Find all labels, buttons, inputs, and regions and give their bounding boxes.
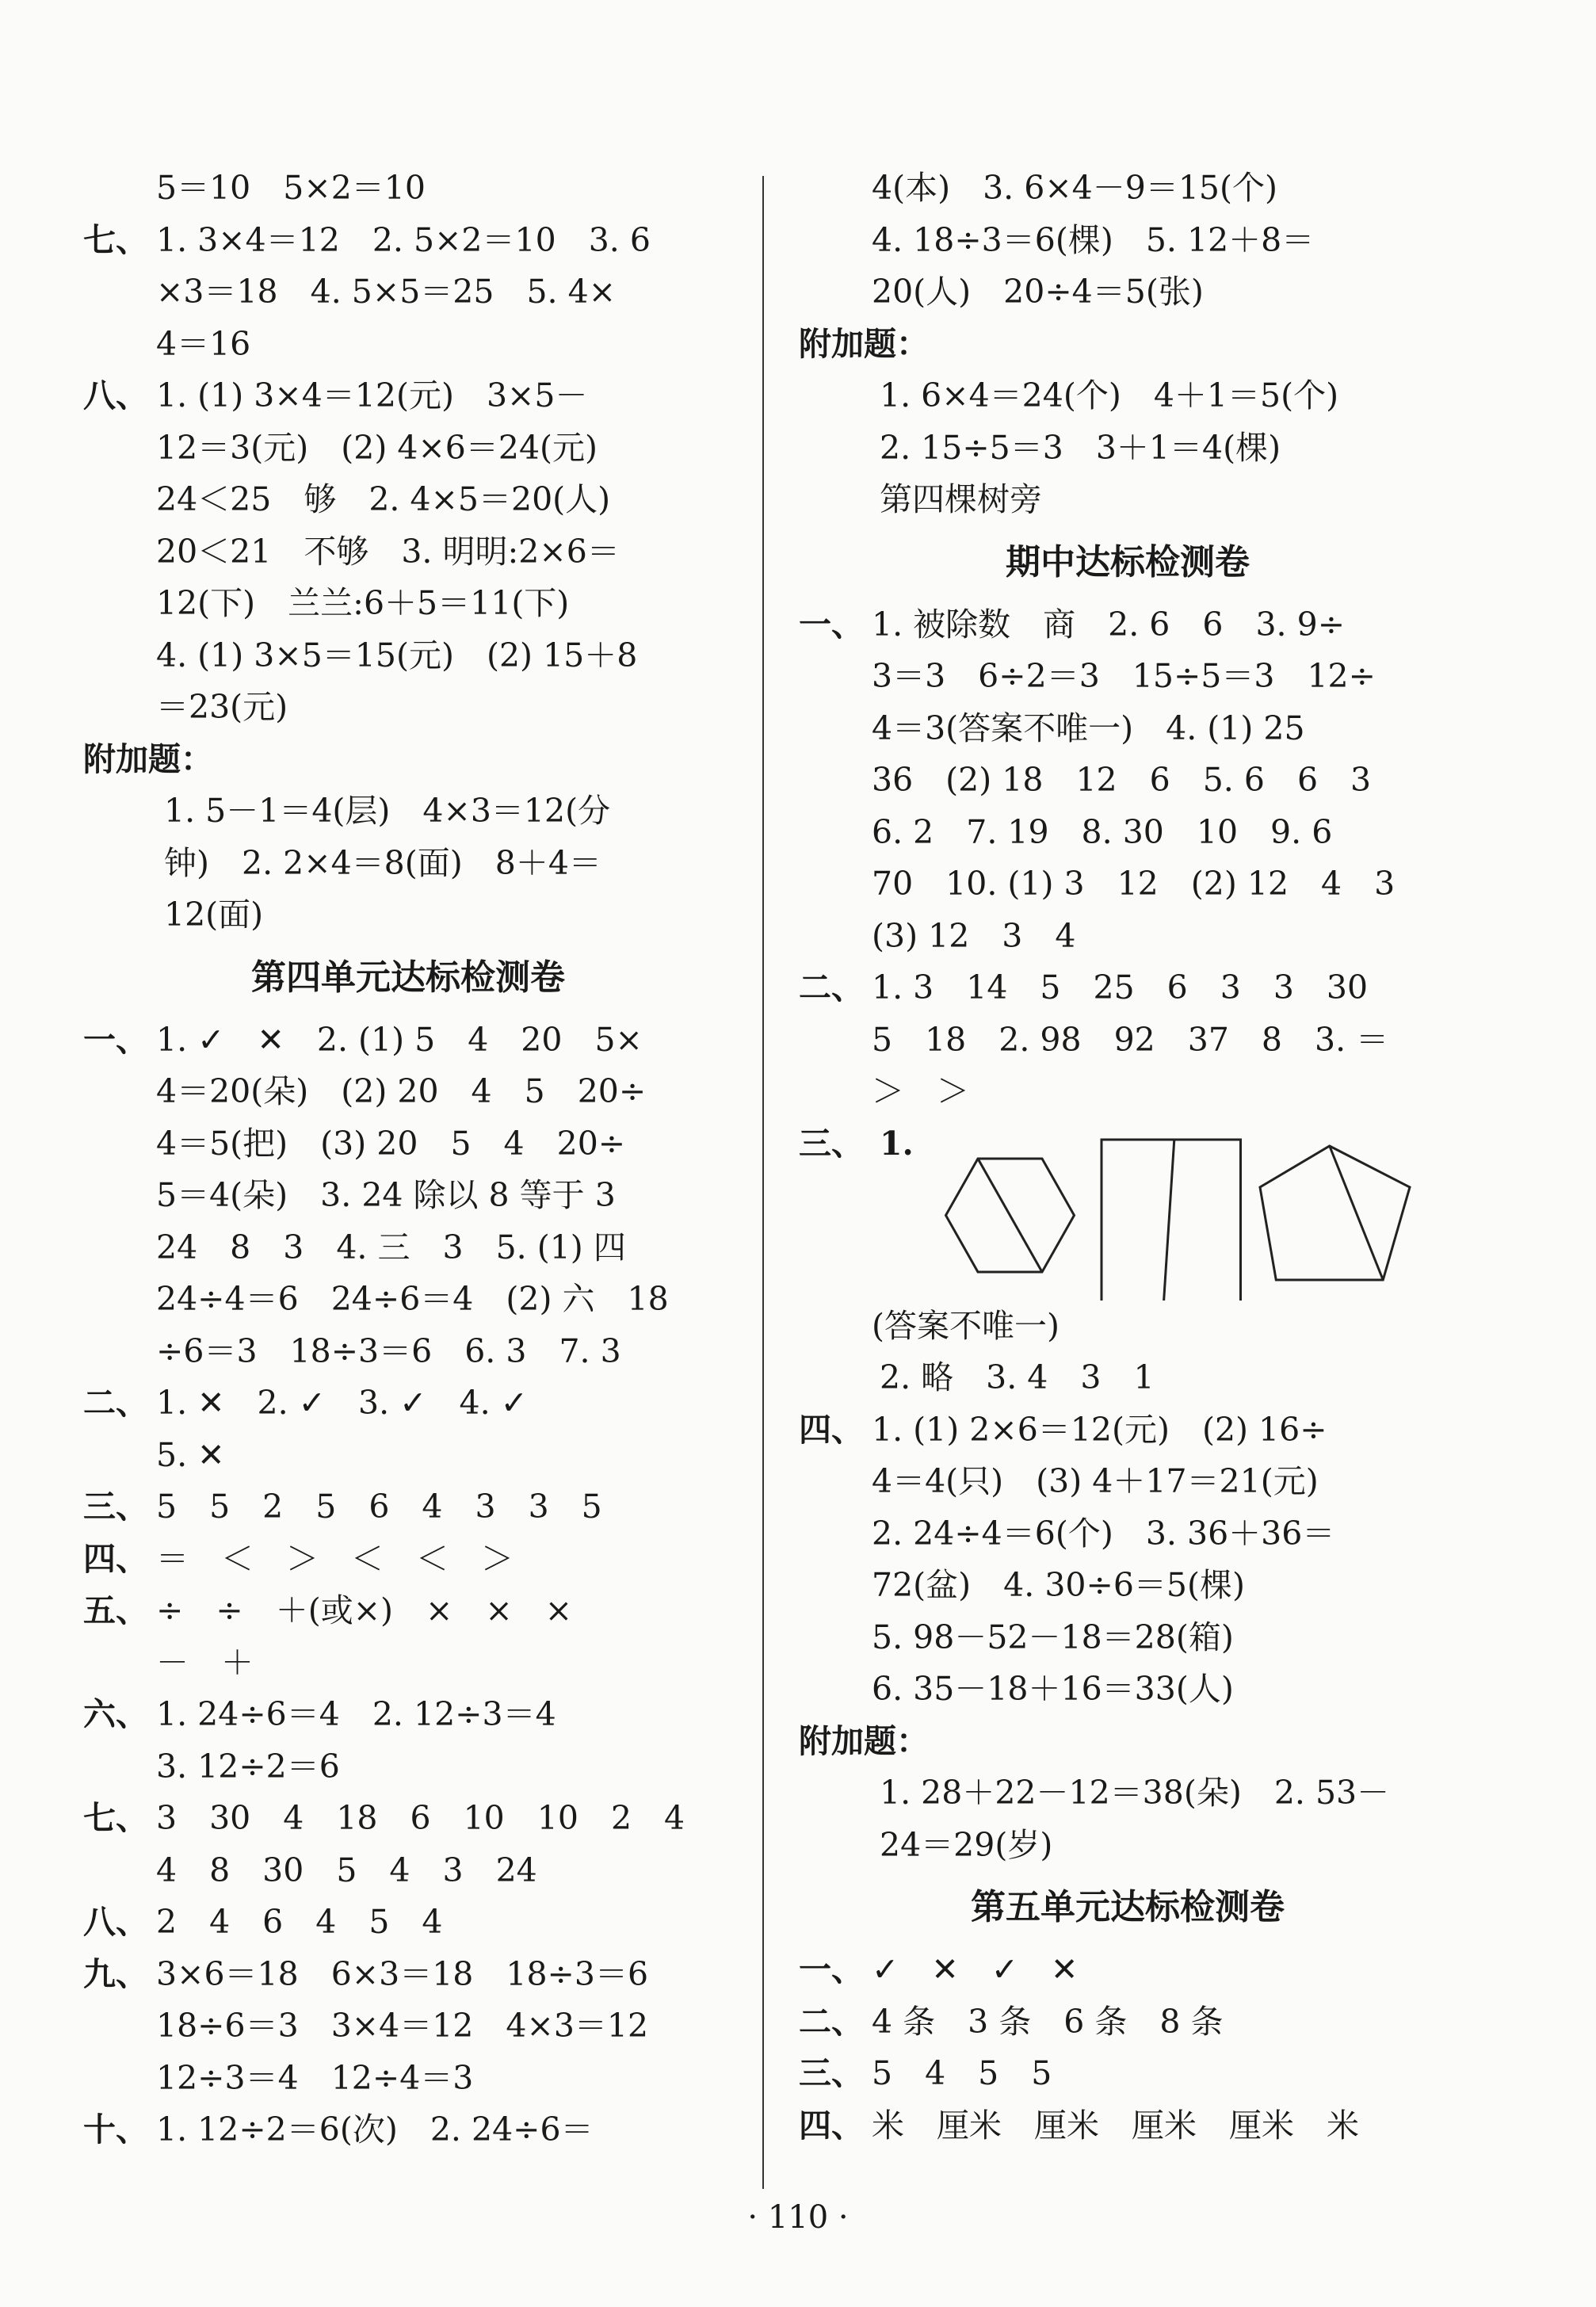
- hexagon-cut-line: [978, 1159, 1042, 1272]
- answer-text: 1. 12÷2＝6(次) 2. 24÷6＝: [156, 2110, 594, 2148]
- answer-line: [83, 1896, 733, 1949]
- answer-text: 20(人) 20÷4＝5(张): [872, 273, 1204, 311]
- answer-line: [83, 422, 733, 475]
- answer-text: 5. ✕: [156, 1435, 225, 1474]
- section-heading: 第五单元达标检测卷: [971, 1887, 1285, 1927]
- rectangle-cut-line: [1163, 1140, 1174, 1301]
- answer-text: 第四棵树旁: [880, 480, 1042, 518]
- answer-text: 4. (1) 3×5＝15(元) (2) 15＋8: [156, 636, 638, 674]
- answer-text: 1. ✓ ✕ 2. (1) 5 4 20 5×: [156, 1020, 643, 1059]
- answer-text: 3 30 4 18 6 10 10 2 4: [156, 1799, 685, 1837]
- answer-text: ✓ ✕ ✓ ✕: [872, 1950, 1079, 1988]
- answer-text: 1. 3×4＝12 2. 5×2＝10 3. 6: [156, 220, 651, 259]
- answer-text: 4(本) 3. 6×4－9＝15(个): [872, 169, 1277, 207]
- answer-line: [83, 1534, 733, 1586]
- answer-line: [83, 370, 733, 422]
- answer-text: 1. 5－1＝4(层) 4×3＝12(分: [164, 792, 611, 830]
- answer-line: [83, 1845, 733, 1897]
- answer-text: 4 8 30 5 4 3 24: [156, 1851, 537, 1889]
- answer-line: [83, 1741, 733, 1793]
- answer-text: 12÷3＝4 12÷4＝3: [156, 2058, 474, 2097]
- question-label: 八、: [83, 1903, 148, 1941]
- answer-line: [83, 1326, 733, 1378]
- answer-text: 4＝16: [156, 324, 251, 363]
- answer-text: 5＝10 5×2＝10: [156, 169, 426, 207]
- question-label: 二、: [799, 2002, 864, 2041]
- answer-text: 3×6＝18 6×3＝18 18÷3＝6: [156, 1954, 649, 1993]
- answer-text: 36 (2) 18 12 6 5. 6 6 3: [872, 761, 1372, 799]
- answer-line: [799, 1767, 1457, 1820]
- answer-line: [799, 651, 1457, 703]
- answer-line: [83, 785, 733, 838]
- answer-text: 3. 12÷2＝6: [156, 1747, 340, 1786]
- answer-line: [83, 682, 733, 734]
- answer-line: [83, 2104, 733, 2156]
- question-label: 一、: [799, 605, 864, 644]
- answer-line: [83, 578, 733, 630]
- answer-line: [83, 1274, 733, 1326]
- page-number: · 110 ·: [747, 2199, 849, 2236]
- answer-line: [83, 1689, 733, 1741]
- pentagon-cut-line: [1330, 1146, 1384, 1280]
- answer-line: [799, 703, 1457, 755]
- answer-text: (答案不唯一): [872, 1306, 1060, 1345]
- answer-line: [799, 474, 1457, 526]
- answer-text: ×3＝18 4. 5×5＝25 5. 4×: [156, 273, 617, 311]
- question-label: 四、: [799, 1410, 864, 1449]
- answer-text: ÷ ÷ ＋(或×) × × ×: [156, 1591, 573, 1629]
- answer-line: [83, 1118, 733, 1171]
- answer-text: － ＋: [156, 1643, 254, 1682]
- answer-text: 4＝4(只) (3) 4＋17＝21(元): [872, 1462, 1319, 1500]
- answer-line: [83, 1949, 733, 2001]
- answer-line: [83, 1066, 733, 1118]
- answer-text: 1. 6×4＝24(个) 4＋1＝5(个): [880, 376, 1339, 414]
- answer-text: 1. ✕ 2. ✓ 3. ✓ 4. ✓: [156, 1384, 529, 1422]
- answer-line: [83, 526, 733, 579]
- answer-text: 12＝3(元) (2) 4×6＝24(元): [156, 428, 598, 467]
- answer-line: [83, 1793, 733, 1845]
- answer-line: [83, 1585, 733, 1637]
- answer-line: [799, 162, 1457, 215]
- question-label: 三、: [83, 1488, 148, 1526]
- answer-text: (3) 12 3 4: [872, 916, 1076, 955]
- question-label: 八、: [83, 376, 148, 414]
- answer-line: [799, 1301, 1457, 1353]
- question-label: 五、: [83, 1591, 148, 1629]
- answer-line: [83, 838, 733, 890]
- section-heading: 期中达标检测卷: [1006, 541, 1250, 582]
- question-label: 三、: [799, 2054, 864, 2092]
- answer-text: 72(盆) 4. 30÷6＝5(棵): [872, 1566, 1245, 1604]
- answer-text: 4＝3(答案不唯一) 4. (1) 25: [872, 709, 1305, 747]
- answer-text: 1. 24÷6＝4 2. 12÷3＝4: [156, 1695, 556, 1733]
- answer-line: [83, 1430, 733, 1482]
- answer-line: [799, 1996, 1457, 2049]
- question-label: 七、: [83, 220, 148, 259]
- answer-line: [799, 2048, 1457, 2100]
- answer-text: 1. (1) 3×4＝12(元) 3×5－: [156, 376, 588, 414]
- answer-line: [799, 266, 1457, 319]
- answer-text: 12(下) 兰兰:6＋5＝11(下): [156, 584, 570, 622]
- pentagon-shape: [1260, 1146, 1410, 1280]
- question-label: 十、: [83, 2110, 148, 2148]
- answer-line: [799, 1663, 1457, 1716]
- bonus-heading: 附加题：: [799, 324, 929, 363]
- shapes-figure: [872, 1118, 1490, 1301]
- answer-text: 5 18 2. 98 92 37 8 3. ＝: [872, 1020, 1389, 1059]
- bonus-heading: 附加题：: [83, 739, 213, 778]
- answer-line: [799, 1508, 1457, 1560]
- answer-line: [83, 1377, 733, 1430]
- answer-text: 20＜21 不够 3. 明明:2×6＝: [156, 532, 620, 571]
- answer-line: [83, 215, 733, 267]
- answer-text: 5 4 5 5: [872, 2054, 1052, 2092]
- answer-text: ＝ ＜ ＞ ＜ ＜ ＞: [156, 1539, 514, 1578]
- question-label: 一、: [83, 1020, 148, 1059]
- answer-text: 5 5 2 5 6 4 3 3 5: [156, 1488, 602, 1526]
- answer-line: [799, 215, 1457, 267]
- answer-text: 3＝3 6÷2＝3 15÷5＝3 12÷: [872, 657, 1376, 695]
- answer-line: [799, 1014, 1457, 1067]
- bonus-heading: 附加题：: [799, 1721, 929, 1760]
- question-label: 七、: [83, 1799, 148, 1837]
- answer-text: 2. 略 3. 4 3 1: [880, 1358, 1155, 1396]
- answer-line: [799, 1404, 1457, 1457]
- answer-line: [799, 1612, 1457, 1664]
- answer-line: [83, 1170, 733, 1222]
- answer-text: 18÷6＝3 3×4＝12 4×3＝12: [156, 2007, 649, 2045]
- question-label: 三、: [799, 1124, 864, 1163]
- answer-text: 1.: [880, 1124, 914, 1163]
- answer-text: 米 厘米 厘米 厘米 厘米 米: [872, 2106, 1359, 2145]
- answer-text: 6. 35－18＋16＝33(人): [872, 1670, 1234, 1708]
- rectangle-shape: [1102, 1140, 1241, 1301]
- question-label: 二、: [83, 1384, 148, 1422]
- answer-text: ＞ ＞: [872, 1072, 969, 1110]
- answer-line: [83, 266, 733, 319]
- question-label: 九、: [83, 1954, 148, 1993]
- question-label: 二、: [799, 968, 864, 1006]
- answer-line: [799, 962, 1457, 1014]
- answer-text: 2. 15÷5＝3 3＋1＝4(棵): [880, 428, 1281, 467]
- answer-line: [799, 1066, 1457, 1118]
- answer-text: 2. 24÷4＝6(个) 3. 36＋36＝: [872, 1514, 1335, 1553]
- answer-text: ＝23(元): [156, 688, 288, 726]
- answer-line: [83, 162, 733, 215]
- answer-text: 12(面): [164, 896, 264, 934]
- answer-text: 钟) 2. 2×4＝8(面) 8＋4＝: [164, 843, 601, 882]
- answer-line: [799, 1352, 1457, 1404]
- answer-line: [799, 1560, 1457, 1612]
- answer-line: [799, 1944, 1457, 1996]
- answer-line: [83, 2053, 733, 2105]
- answer-line: [83, 1222, 733, 1274]
- shapes-answer: [799, 1118, 1457, 1301]
- answer-line: [799, 1456, 1457, 1508]
- answer-line: [83, 1014, 733, 1067]
- answer-text: 2 4 6 4 5 4: [156, 1903, 443, 1941]
- answer-text: 24÷4＝6 24÷6＝4 (2) 六 18: [156, 1280, 669, 1318]
- answer-line: [83, 1637, 733, 1690]
- question-label: 四、: [799, 2106, 864, 2145]
- question-label: 四、: [83, 1539, 148, 1578]
- right-column: [799, 162, 1457, 2152]
- answer-text: 4. 18÷3＝6(棵) 5. 12＋8＝: [872, 220, 1315, 259]
- answer-text: 1. (1) 2×6＝12(元) (2) 16÷: [872, 1410, 1327, 1449]
- answer-text: 6. 2 7. 19 8. 30 10 9. 6: [872, 812, 1333, 851]
- answer-text: 24＝29(岁): [880, 1825, 1053, 1864]
- column-divider: [762, 176, 764, 2189]
- answer-text: 5＝4(朵) 3. 24 除以 8 等于 3: [156, 1176, 616, 1214]
- answer-text: 1. 28＋22－12＝38(朵) 2. 53－: [880, 1774, 1390, 1812]
- answer-line: [83, 2000, 733, 2053]
- left-column: [83, 162, 733, 2156]
- answer-text: 1. 被除数 商 2. 6 6 3. 9÷: [872, 605, 1346, 644]
- answer-text: 24 8 3 4. 三 3 5. (1) 四: [156, 1228, 626, 1266]
- answer-line: [799, 858, 1457, 911]
- answer-text: 4＝20(朵) (2) 20 4 5 20÷: [156, 1072, 647, 1110]
- answer-line: [799, 599, 1457, 651]
- question-label: 六、: [83, 1695, 148, 1733]
- answer-line: [799, 370, 1457, 422]
- answer-line: [83, 630, 733, 682]
- answer-text: 4 条 3 条 6 条 8 条: [872, 2002, 1224, 2041]
- answer-text: 1. 3 14 5 25 6 3 3 30: [872, 968, 1369, 1006]
- answer-line: [799, 807, 1457, 859]
- answer-line: [83, 474, 733, 526]
- answer-line: [83, 1481, 733, 1534]
- answer-text: 70 10. (1) 3 12 (2) 12 4 3: [872, 865, 1396, 903]
- answer-line: [799, 754, 1457, 807]
- answer-text: ÷6＝3 18÷3＝6 6. 3 7. 3: [156, 1331, 621, 1370]
- answer-text: 5. 98－52－18＝28(箱): [872, 1618, 1234, 1656]
- answer-line: [799, 911, 1457, 963]
- answer-text: 4＝5(把) (3) 20 5 4 20÷: [156, 1124, 626, 1163]
- answer-line: [799, 2100, 1457, 2152]
- answer-text: 24＜25 够 2. 4×5＝20(人): [156, 480, 611, 518]
- answer-line: [83, 319, 733, 371]
- answer-line: [799, 422, 1457, 475]
- question-label: 一、: [799, 1950, 864, 1988]
- section-heading: 第四单元达标检测卷: [251, 957, 565, 998]
- answer-line: [799, 1820, 1457, 1872]
- answer-line: [83, 889, 733, 942]
